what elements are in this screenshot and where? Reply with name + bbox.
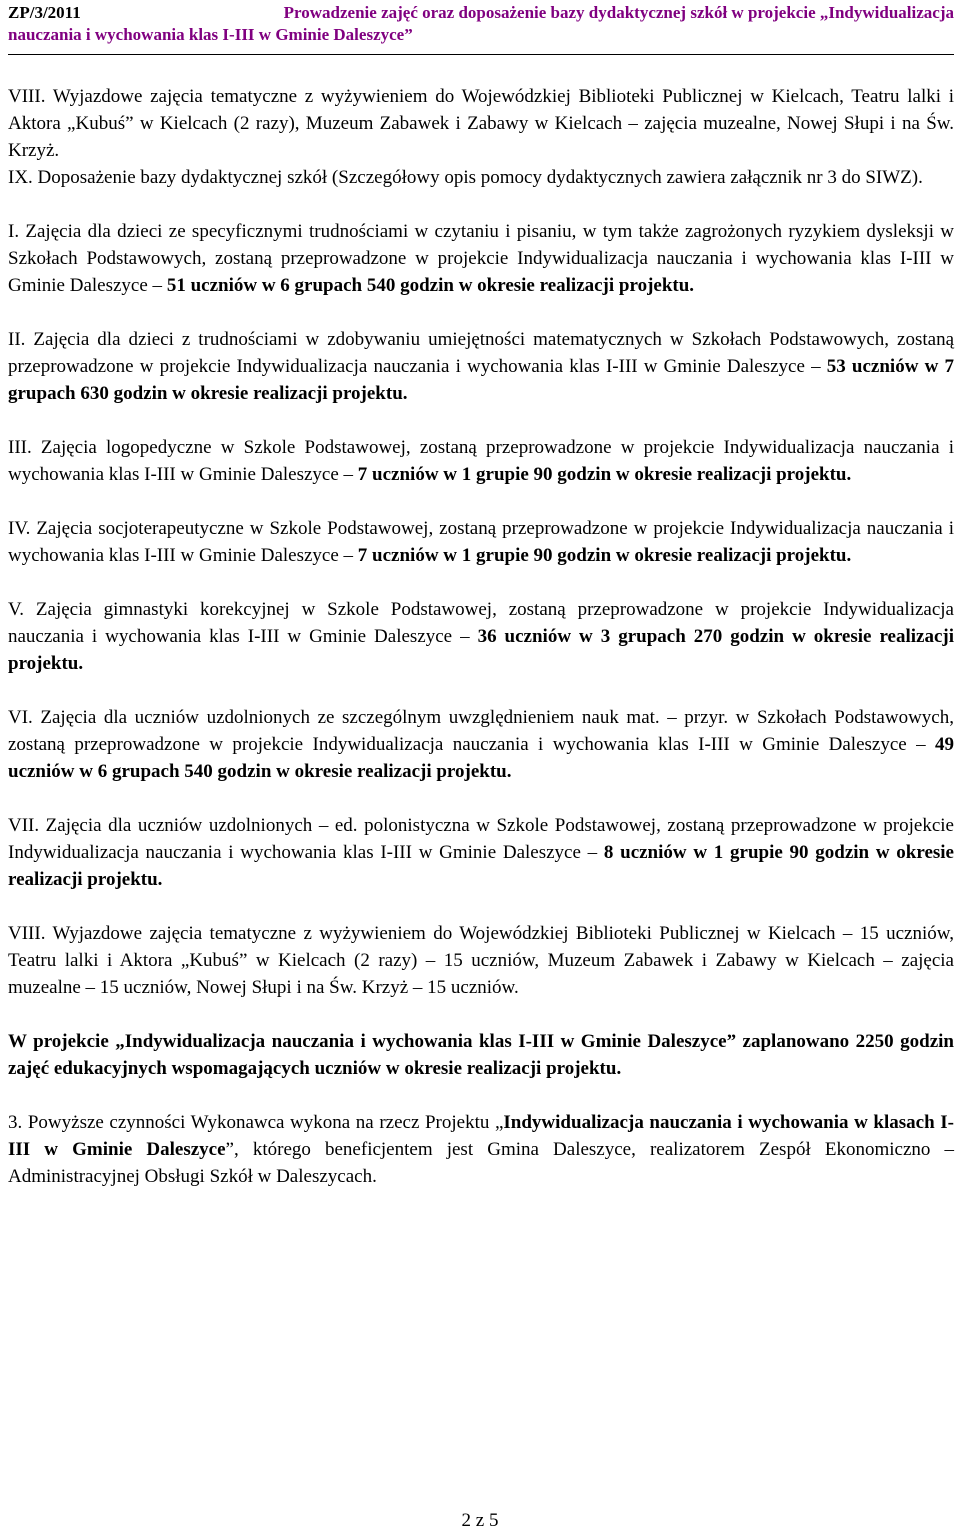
point-3-project-name: Indywidualizacja nauczania i wychowania w klasach I-III w Gminie Daleszyce <box>8 1112 954 1160</box>
activity-text: II. Zajęcia dla dzieci z trudnościami w zdobywaniu umiejętności matematycznych w Szkołach Podstawowych, zostaną przeprowadzone w projekcie Indywidualizacja nauczania i wychowania klas I-III w Gminie Daleszyce – <box>8 329 954 377</box>
activity-item-2 <box>8 326 954 407</box>
list-item-viii: VIII. Wyjazdowe zajęcia tematyczne z wyżywieniem do Wojewódzkiej Biblioteki Publicznej w Kielcach, Teatru lalki i Aktora „Kubuś” w Kielcach (2 razy), Muzeum Zabawek i Zabawy w Kielcach – zajęcia muzealne, Nowej Słupi i na Św. Krzyż. <box>8 86 954 161</box>
activity-count: 53 uczniów w 7 grupach 630 godzin w okresie realizacji projektu. <box>8 356 954 404</box>
activity-item-7 <box>8 812 954 893</box>
list-item-ix: IX. Doposażenie bazy dydaktycznej szkół (Szczegółowy opis pomocy dydaktycznych zawiera załącznik nr 3 do SIWZ). <box>8 167 923 188</box>
header-title-line-1: Prowadzenie zajęć oraz doposażenie bazy dydaktycznej szkół w projekcie „Indywidualizacja <box>283 3 954 22</box>
activity-count: 49 uczniów w 6 grupach 540 godzin w okresie realizacji projektu. <box>8 734 954 782</box>
activity-count: 36 uczniów w 3 grupach 270 godzin w okresie realizacji projektu. <box>8 626 954 674</box>
activity-text: III. Zajęcia logopedyczne w Szkole Podstawowej, zostaną przeprowadzone w projekcie Indywidualizacja nauczania i wychowania klas I-III w Gminie Daleszyce – <box>8 437 954 485</box>
summary-text: W projekcie „Indywidualizacja nauczania i wychowania klas I-III w Gminie Daleszyce” zaplanowano 2250 godzin zajęć edukacyjnych wspomagających uczniów w okresie realizacji projektu. <box>8 1031 954 1079</box>
page-number: 2 z 5 <box>461 1510 499 1531</box>
point-3-pre: 3. Powyższe czynności Wykonawca wykona na rzecz Projektu „ <box>8 1112 504 1133</box>
header-title-line-2: nauczania i wychowania klas I-III w Gminie Daleszyce” <box>8 25 413 44</box>
activity-count: 51 uczniów w 6 grupach 540 godzin w okresie realizacji projektu. <box>166 275 695 296</box>
header-line-1 <box>8 2 954 24</box>
activity-text: I. Zajęcia dla dzieci ze specyficznymi trudnościami w czytaniu i pisaniu, w tym także zagrożonych ryzykiem dysleksji w Szkołach Podstawowych, zostaną przeprowadzone w projekcie Indywidualizacja nauczania i wychowania klas I-III w Gminie Daleszyce – <box>8 221 954 296</box>
activity-text: VII. Zajęcia dla uczniów uzdolnionych – ed. polonistyczna w Szkole Podstawowej, zostaną przeprowadzone w projekcie Indywidualizacja nauczania i wychowania klas I-III w Gminie Daleszyce – <box>8 815 954 863</box>
activity-text: IV. Zajęcia socjoterapeutyczne w Szkole Podstawowej, zostaną przeprowadzone w projekcie Indywidualizacja nauczania i wychowania klas I-III w Gminie Daleszyce – <box>8 518 954 566</box>
point-3-post: ”, którego beneficjentem jest Gmina Daleszyce, realizatorem Zespół Ekonomiczno – Administracyjnej Obsługi Szkół w Daleszycach. <box>8 1139 954 1187</box>
summary-paragraph <box>8 1028 954 1082</box>
activity-item-3 <box>8 434 954 488</box>
activity-item-5 <box>8 596 954 677</box>
activity-count: 7 uczniów w 1 grupie 90 godzin w okresie realizacji projektu. <box>357 545 852 566</box>
document-body <box>8 83 954 1190</box>
activity-item-4 <box>8 515 954 569</box>
activity-item-6 <box>8 704 954 785</box>
activity-count: 7 uczniów w 1 grupie 90 godzin w okresie realizacji projektu. <box>357 464 852 485</box>
activity-item-8 <box>8 920 954 1001</box>
page-header <box>8 2 954 46</box>
activity-text: VI. Zajęcia dla uczniów uzdolnionych ze szczególnym uwzględnieniem nauk mat. – przyr. w Szkołach Podstawowych, zostaną przeprowadzone w projekcie Indywidualizacja nauczania i wychowania klas I-III w Gminie Daleszyce – <box>8 707 954 755</box>
activity-text: V. Zajęcia gimnastyki korekcyjnej w Szkole Podstawowej, zostaną przeprowadzone w projekcie Indywidualizacja nauczania i wychowania klas I-III w Gminie Daleszyce – <box>8 599 954 647</box>
header-divider <box>8 54 954 55</box>
point-3-paragraph <box>8 1109 954 1190</box>
activity-text: VIII. Wyjazdowe zajęcia tematyczne z wyżywieniem do Wojewódzkiej Biblioteki Publicznej w Kielcach – 15 uczniów, Teatru lalki i Aktora „Kubuś” w Kielcach (2 razy) – 15 uczniów, Muzeum Zabawek i Zabawy w Kielcach – zajęcia muzealne – 15 uczniów, Nowej Słupi i na Św. Krzyż – 15 uczniów. <box>8 923 954 998</box>
document-code: ZP/3/2011 <box>8 3 81 22</box>
activity-item-1 <box>8 218 954 299</box>
activity-count: 8 uczniów w 1 grupie 90 godzin w okresie realizacji projektu. <box>8 842 954 890</box>
